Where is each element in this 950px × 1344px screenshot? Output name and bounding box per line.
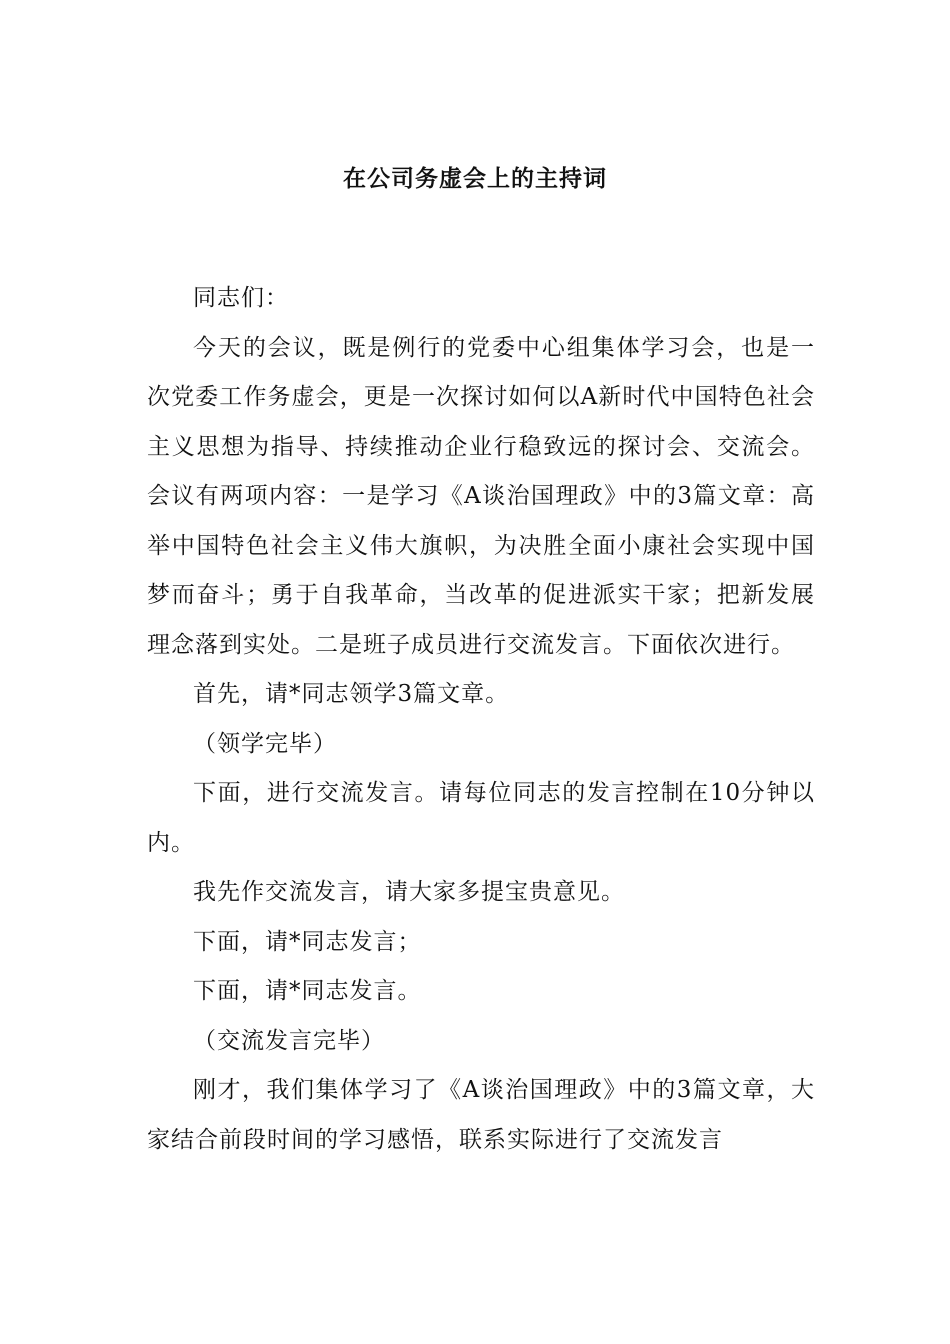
paragraph-exchange-done: （交流发言完毕）	[193, 1027, 385, 1054]
paragraph-next-speaker-2: 下面，请*同志发言。	[193, 978, 422, 1004]
paragraph-exchange-start: 下面，进行交流发言。请每位同志的发言控制在10分钟以内。	[147, 780, 815, 856]
paragraph-next-speaker-1: 下面，请*同志发言；	[193, 928, 422, 955]
paragraph-lead-study: 首先，请*同志领学3篇文章。	[193, 681, 510, 707]
paragraph-greeting: 同志们：	[193, 285, 289, 311]
paragraph-summary: 刚才，我们集体学习了《A谈治国理政》中的3篇文章，大家结合前段时间的学习感悟，联系实际进行了交流发言	[147, 1077, 815, 1153]
document-title: 在公司务虚会上的主持词	[343, 166, 607, 192]
paragraph-lead-study-done: （领学完毕）	[193, 730, 337, 757]
document-body	[147, 274, 815, 1165]
paragraph-host-speech: 我先作交流发言，请大家多提宝贵意见。	[193, 879, 625, 905]
paragraph-meeting-intro: 今天的会议，既是例行的党委中心组集体学习会，也是一次党委工作务虚会，更是一次探讨如何以A新时代中国特色社会主义思想为指导、持续推动企业行稳致远的探讨会、交流会。会议有两项内容：一是学习《A谈治国理政》中的3篇文章：高举中国特色社会主义伟大旗帜，为决胜全面小康社会实现中国梦而奋斗；勇于自我革命，当改革的促进派实干家；把新发展理念落到实处。二是班子成员进行交流发言。下面依次进行。	[147, 334, 815, 658]
